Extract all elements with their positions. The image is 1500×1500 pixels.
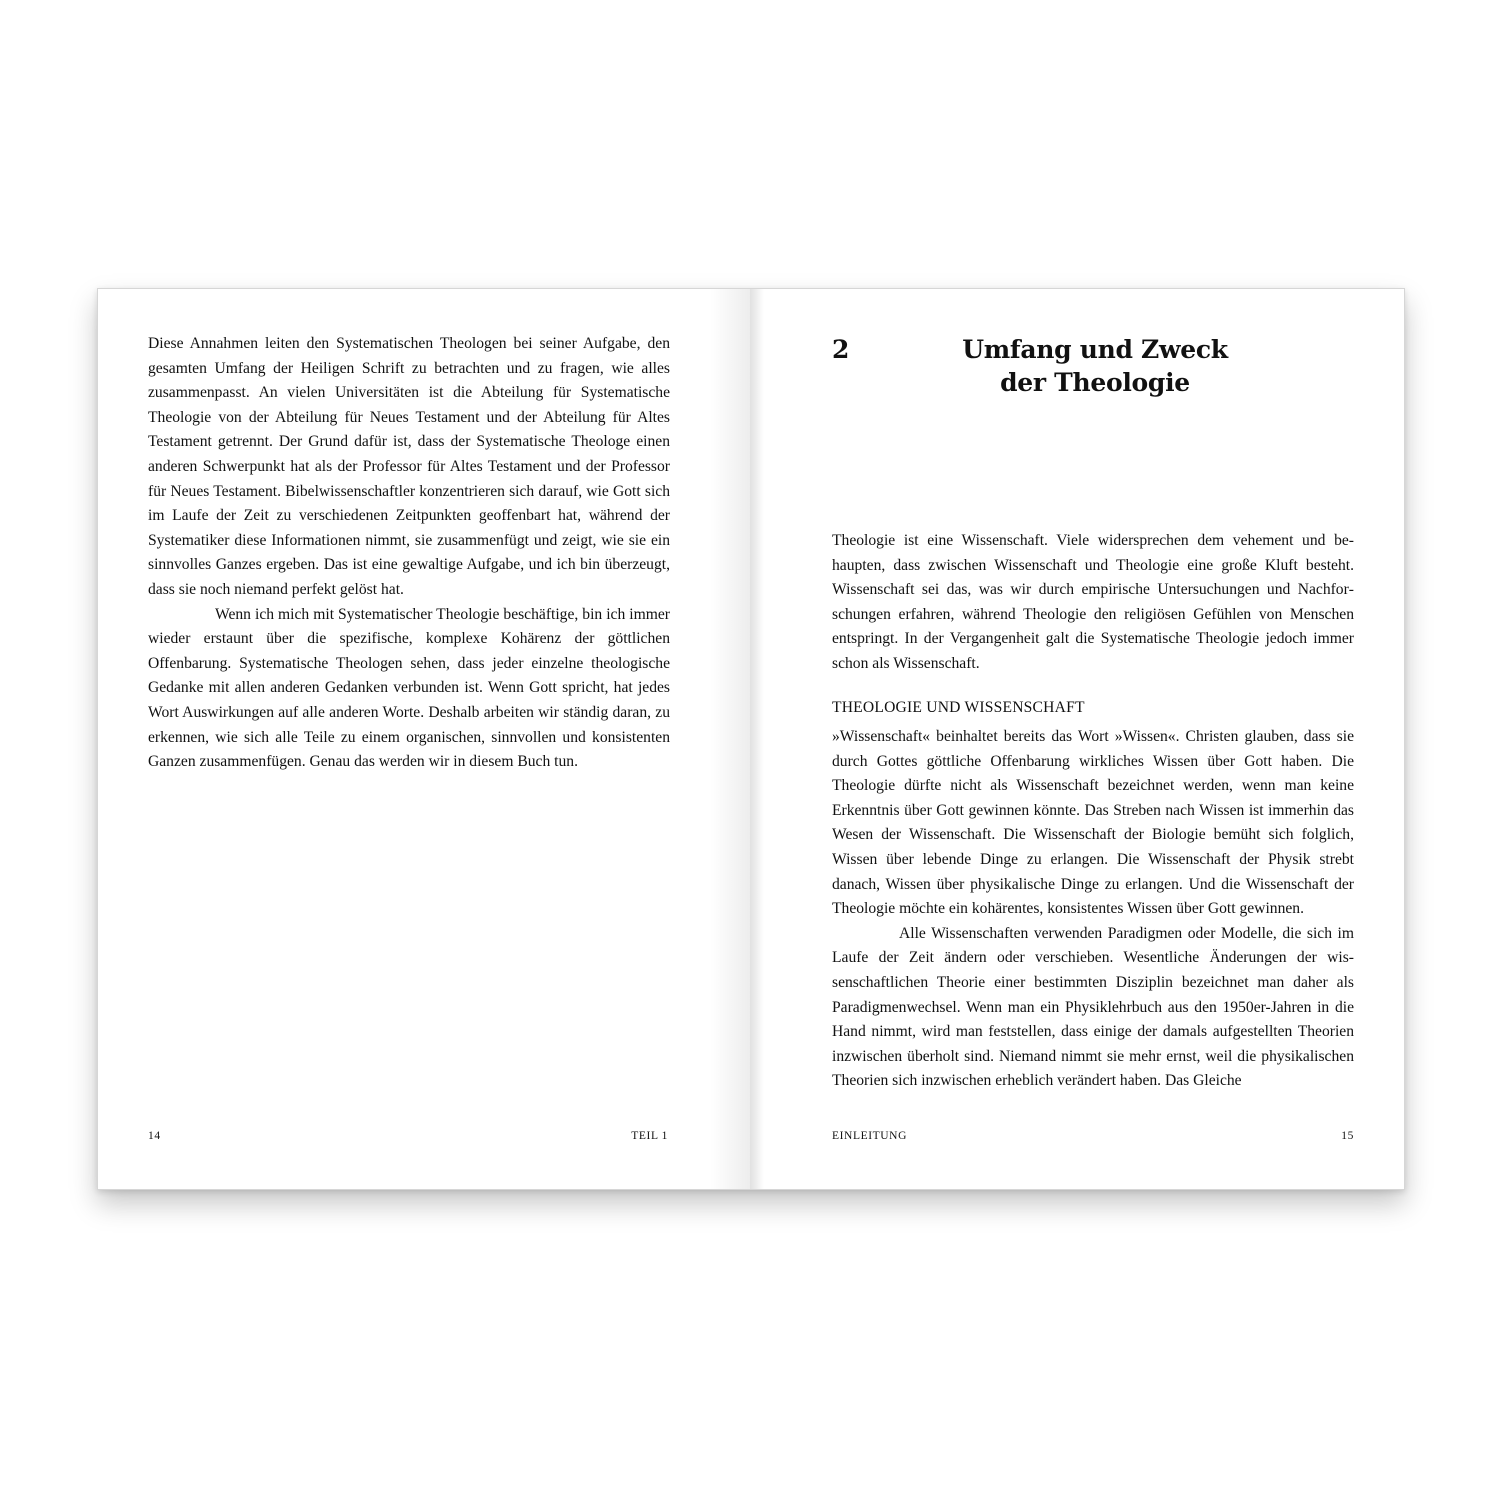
left-page-body [148,332,670,775]
intro-body [832,529,1354,677]
body-paragraph: Wenn ich mich mit Systematischer Theologie beschäftige, bin ich immer wieder erstaunt über die spezifische, komplexe Kohärenz der göttlichen Offenbarung. Systematische Theologen sehen, dass jeder einzelne theologische Gedanke mit allen anderen Gedanken verbunden ist. Wenn Gott spricht, hat jedes Wort Auswirkungen auf alle anderen Worte. Deshalb arbeiten wir ständig daran, zu erkennen, wie sich alle Teile zu einem organischen, sinnvollen und konsistenten Ganzen zusammenfügen. Genau das werden wir in diesem Buch tun. [148,605,670,771]
chapter-title-line: Umfang und Zweck [962,335,1228,364]
chapter-title-line: der Theologie [1000,368,1190,397]
right-page [750,289,1404,1189]
left-page [98,289,750,1189]
gutter-shadow-right [750,289,764,1189]
book-spread [97,288,1405,1190]
gutter-shadow-left [710,289,750,1189]
chapter-number: 2 [832,335,850,364]
body-paragraph: Theologie ist eine Wissenschaft. Viele widersprechen dem vehement und behaupten, dass zwischen Wissenschaft und Theologie eine große Kluft besteht. Wissenschaft sei das, was wir durch empirische Untersuchungen und Nachforschungen erfahren, während Theologie den religiösen Gefühlen von Menschen entspringt. In der Vergangenheit galt die Systematische Theologie jedoch immer schon als Wissenschaft. [832,532,1354,672]
running-head: TEIL 1 [631,1130,668,1142]
body-paragraph: Diese Annahmen leiten den Systematischen Theologen bei seiner Aufgabe, den gesamten Umfang der Heiligen Schrift zu betrachten und zu fragen, wie alles zusammenpasst. An vielen Universitäten ist die Abteilung für Systematische Theologie von der Abteilung für Neues Testament und der Abteilung für Altes Testament getrennt. Der Grund dafür ist, dass der Systematische Theologe einen anderen Schwerpunkt hat als der Professor für Altes Testament und der Professor für Neues Testament. Bibelwissenschaftler konzentrieren sich darauf, wie Gott sich im Laufe der Zeit zu verschiedenen Zeitpunkten geoffenbart hat, während der Systematiker diese Informationen nimmt, sie zusammenfügt und zeigt, wie sie ein sinnvolles Ganzes ergeben. Das ist eine gewaltige Aufgabe, und ich bin überzeugt, dass sie noch niemand perfekt gelöst hat. [148,335,670,598]
page-number: 14 [148,1130,161,1142]
page-number: 15 [1341,1130,1354,1142]
body-paragraph: »Wissenschaft« beinhaltet bereits das Wort »Wissen«. Christen glauben, dass sie durch Gottes göttliche Offenbarung wirkliches Wissen über Gott haben. Die Theologie dürfte nicht als Wissenschaft bezeichnet werden, wenn man keine Erkenntnis über Gott gewinnen könnte. Das Streben nach Wissen ist immerhin das Wesen der Wissenschaft. Die Wissenschaft der Biologie bemüht sich folglich, Wissen über lebende Dinge zu erlangen. Die Wissenschaft der Physik strebt danach, Wissen über physikalische Dinge zu erlangen. Und die Wissenschaft der Theologie möchte ein kohärentes, konsistentes Wissen über Gott gewinnen. [832,728,1354,918]
chapter-title [920,333,1270,399]
body-paragraph: Alle Wissenschaften verwenden Paradigmen oder Modelle, die sich im Laufe der Zeit ändern oder verschieben. Wesentliche Änderungen der wissenschaftlichen Theorie einer bestimmten Disziplin bezeichnet man daher als Paradigmenwechsel. Wenn man ein Physiklehrbuch aus den 1950er-Jahren in die Hand nimmt, wird man feststellen, dass einige der damals aufgestellten Theorien inzwischen überholt sind. Niemand nimmt sie mehr ernst, weil die physikalischen Theorien sich inzwischen erheblich verändert haben. Das Gleiche [832,924,1354,1090]
section-heading: THEOLOGIE UND WISSENSCHAFT [832,699,1085,716]
section-body [832,725,1354,1094]
running-head: EINLEITUNG [832,1130,907,1142]
